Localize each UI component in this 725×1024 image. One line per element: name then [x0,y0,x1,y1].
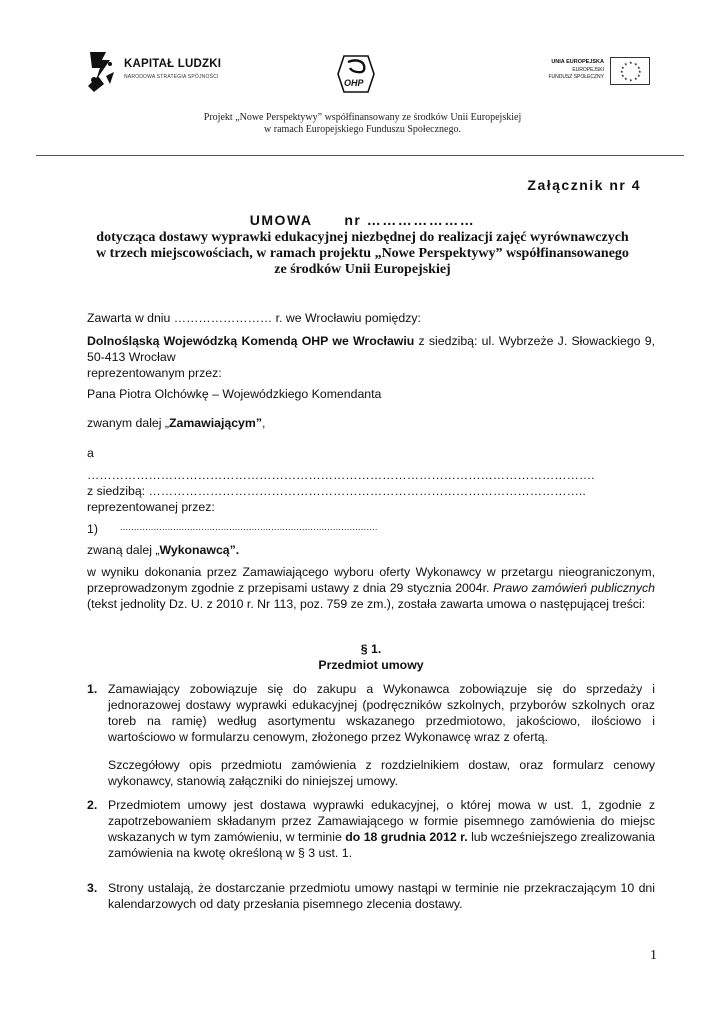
svg-text:★: ★ [634,61,638,67]
called2-name: Wykonawcą”. [159,543,240,557]
and-line: a [87,446,94,460]
svg-text:★: ★ [638,69,642,74]
eu-flag-icon [610,57,650,85]
rep-dots: ............................................................................................ [120,522,378,532]
item-1-text: Zamawiający zobowiązuje się do zakupu a Wykonawca zobowiązuje się do sprzedaży i jednorazowej dostawy wyprawki edukacyjnej (podręczników szkolnych, przyborów szkolnych oraz toreb na ramię) według asortymentu wskazanego przedmiotowo, jakościowo, ilościowo i wartościowo w formularzu cenowym, złożonego przez Wykonawcę wraz z ofertą. [108,682,655,744]
party1-address: z siedzibą: ul. Wybrzeże J. Słowackiego 9, 50-413 Wrocław [87,334,656,364]
contract-subtitle-line-3: ze środków Unii Europejskiej [274,262,451,277]
eu-label-union: UNIA EUROPEJSKA [551,59,604,65]
party1-name: Dolnośląską Wojewódzką Komendą OHP we Wrocławiu [87,334,415,348]
kapital-ludzki-title: KAPITAŁ LUDZKI [124,58,222,70]
item-1-number: 1. [87,682,98,696]
item-2-number: 2. [87,798,98,812]
party1-paragraph [87,333,655,365]
contractor-dots-line: ……………………………………………………………………………………………………………. [87,468,595,482]
represented-by-label: reprezentowanym przez: [87,366,222,380]
item-3-number: 3. [87,881,98,895]
called-zamawiajacy-line [87,415,655,431]
svg-text:★: ★ [629,60,633,65]
svg-text:★: ★ [620,69,624,74]
intro-text-1: w wyniku dokonania przez Zamawiającego wyboru oferty Wykonawcy w przetargu nieograniczonym, przeprowadzonym zgodnie z przepisami ustawy z dnia 29 stycznia 2004r. [87,565,655,595]
contract-title-number: UMOWA nr ………………… [249,212,476,228]
project-note [0,112,725,136]
called2-prefix: zwaną dalej „ [87,543,160,557]
svg-text:★: ★ [624,61,628,67]
called-wykonawca-line [87,542,655,558]
intro-text-2: (tekst jednolity Dz. U. z 2010 r. Nr 113, poz. 759 ze zm.), została zawarta umowa o następującej treści: [87,597,646,611]
eu-logo [540,57,650,87]
intro-italic: Prawo zamówień publicznych [493,581,655,595]
contract-subtitle-line-2: w trzech miejscowościach, w ramach projektu „Nowe Perspektywy” współfinansowanego [96,246,629,261]
svg-text:★: ★ [621,65,625,70]
svg-text:★: ★ [637,65,641,70]
contract-title [0,210,725,278]
ohp-label: OHP [344,78,364,88]
eu-label-european: EUROPEJSKI [572,67,604,73]
svg-text:★: ★ [637,73,641,78]
item-1-extra: Szczegółowy opis przedmiotu zamówienia z rozdzielnikiem dostaw, oraz formularz cenowy wykonawcy, stanowią załączniki do niniejszej umowy. [108,758,655,788]
section-1-sign: § 1. [360,642,382,656]
item-2-text-a: Przedmiotem umowy jest dostawa wyprawki edukacyjnej, o której mowa w ust. 1, zgodnie z zapotrzebowaniem składanym przez Zamawiającego w formie pisemnego zamówienia do miejsc wskazanych w tym zamówieniu, w terminie [108,798,655,844]
project-note-line-2: w ramach Europejskiego Funduszu Społecznego. [264,124,461,135]
ohp-emblem-icon [336,52,376,96]
svg-text:★: ★ [621,73,625,78]
called-name: Zamawiającym” [169,416,262,430]
called-suffix: , [261,416,266,430]
item-2-text-b: lub wcześniejszego zrealizowania zamówienia na kwotę określoną w § 3 ust. 1. [108,830,655,860]
kapital-ludzki-logo [84,50,244,94]
svg-text:★: ★ [629,77,633,83]
project-note-line-1: Projekt „Nowe Perspektywy” współfinansowany ze środków Unii Europejskiej [203,112,522,123]
kapital-ludzki-subtitle: NARODOWA STRATEGIA SPÓJNOŚCI [124,74,219,80]
page-number: 1 [650,948,657,963]
contract-subtitle-line-1: dotycząca dostawy wyprawki edukacyjnej niezbędnej do realizacji zajęć wyrównawczych [96,230,629,245]
section-1-heading: Przedmiot umowy [318,658,424,672]
contractor-seat-line: z siedzibą: …………………………………………………………………………………………….. [87,484,586,498]
item-2-text [108,797,655,861]
attachment-label: Załącznik nr 4 [527,177,641,193]
svg-text:★: ★ [634,76,638,81]
svg-text:★: ★ [624,76,628,81]
called-prefix: zwanym dalej „ [87,416,170,430]
header-divider [36,155,684,156]
represented-by-label-2: reprezentowanej przez: [87,500,215,514]
item-3-text: Strony ustalają, że dostarczanie przedmiotu umowy nastąpi w terminie nie przekraczającym 10 dni kalendarzowych od daty przesłania pisemnego zlecenia dostawy. [108,881,655,911]
rep-number: 1) [87,522,98,536]
kapital-ludzki-emblem-icon [84,50,120,94]
ohp-logo [336,52,376,96]
representative-line: Pana Piotra Olchówkę – Wojewódzkiego Komendanta [87,387,382,401]
concluded-line: Zawarta w dniu …………………… r. we Wrocławiu pomiędzy: [87,311,421,325]
item-2-deadline: do 18 grudnia 2012 r. [345,830,468,844]
eu-label-fund: FUNDUSZ SPOŁECZNY [548,74,604,80]
intro-paragraph [87,564,655,612]
